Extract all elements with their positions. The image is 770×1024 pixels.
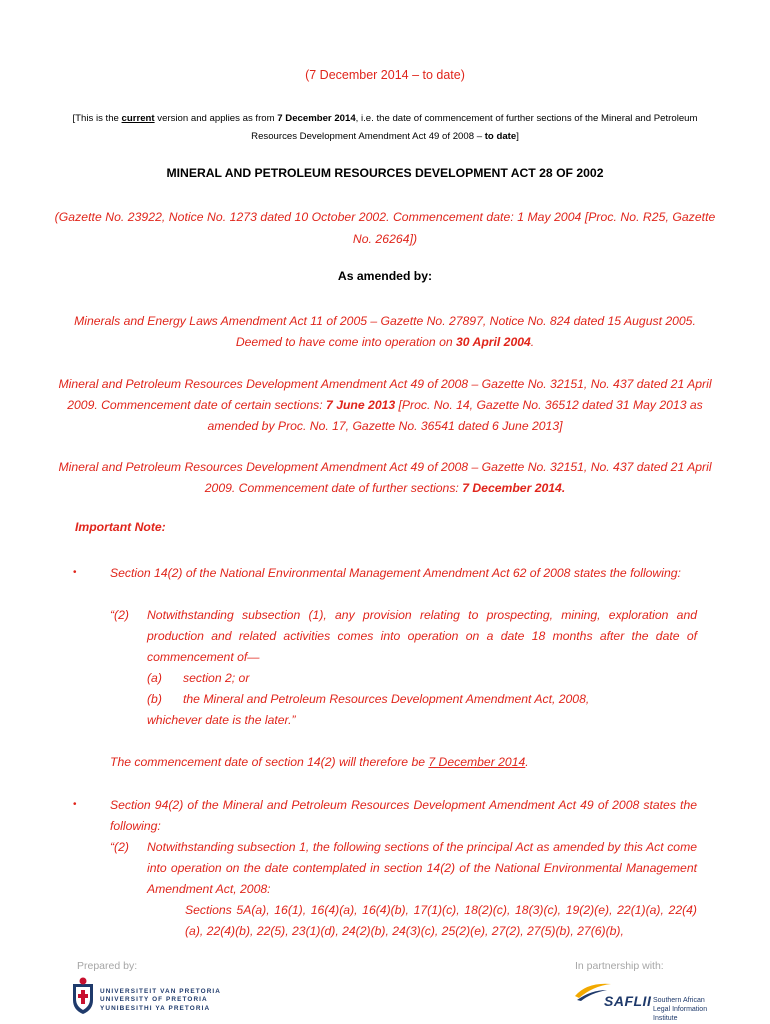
amendment-text: Minerals and Energy Laws Amendment Act 11 of 2005 – Gazette No. 27897, Notice No. 824 dated 15 August 2005. Deemed to have come into operation on [74,314,696,349]
notice-to-date: to date [484,131,517,142]
s14-whichever: whichever date is the later.” [147,713,296,727]
conclusion-date: 7 December 2014 [428,755,526,769]
amendment-date: 30 April 2004 [456,335,531,349]
saflii-subtitle-line: Legal Information Institute [653,1006,708,1022]
bullet-icon: • [73,799,77,810]
s14-item-b [147,689,589,710]
prepared-by-label: Prepared by: [77,960,138,972]
item-label: (a) [147,671,162,685]
s14-intro: Section 14(2) of the National Environmental Management Amendment Act 62 of 2008 states the following: [110,566,681,580]
amendment-text: Mineral and Petroleum Resources Development Amendment Act 49 of 2008 – Gazette No. 32151, No. 437 dated 21 April 2009. Commencement date of further sections: [58,460,712,495]
amendment-2 [50,374,720,437]
logo-text-line: UNIVERSITY OF PRETORIA [100,996,208,1004]
gazette-reference: (Gazette No. 23922, Notice No. 1273 dated 10 October 2002. Commencement date: 1 May 2004 [Proc. No. R25, Gazette No. 26264]) [54,210,716,246]
s14-conclusion [110,752,529,773]
notice-date: 7 December 2014 [277,113,356,124]
university-logo-text [100,988,221,1013]
conclusion-text: The commencement date of section 14(2) will therefore be [110,755,429,769]
s94-sections-list: Sections 5A(a), 16(1), 16(4)(a), 16(4)(b), 17(1)(c), 18(2)(c), 18(3)(c), 19(2)(e), 22(1)(a), 22(4)(a), 22(4)(b), 22(5), 23(1)(d), 24(2)(b), 24(3)(c), 25(2)(e), 27(2), 27(5)(b), 27(6)(b), [185,903,697,938]
amendment-text: Mineral and Petroleum Resources Development Amendment Act 49 of 2008 – Gazette No. 32151, No. 437 dated 21 April 2009. Commencement date of certain sections: [58,377,712,412]
amendment-1 [50,311,720,353]
act-title: MINERAL AND PETROLEUM RESOURCES DEVELOPMENT ACT 28 OF 2002 [166,166,604,180]
amended-by-heading: As amended by: [337,269,433,283]
saflii-subtitle [653,996,733,1023]
notice-text: version and applies as from [154,113,278,124]
logo-text-line: UNIVERSITEIT VAN PRETORIA [100,988,222,995]
amendment-date: 7 December 2014. [462,481,566,495]
amendment-3 [50,457,720,499]
item-text: the Mineral and Petroleum Resources Development Amendment Act, 2008, [183,692,590,706]
s94-quote-number: “(2) [110,840,129,854]
saflii-subtitle-line: Southern African [653,997,705,1004]
bullet-icon: • [73,567,77,578]
notice-text: [This is the [72,113,122,124]
important-note-heading: Important Note: [75,520,166,534]
version-notice [60,110,710,146]
version-line: (7 December 2014 – to date) [305,68,465,82]
s14-quote-text: Notwithstanding subsection (1), any provision relating to prospecting, mining, exploration and production and related activities comes into operation on a date 18 months after the date of commencement of— [147,608,697,664]
s14-quote-number: “(2) [110,608,129,622]
saflii-logo-text: SAFLII [604,993,652,1009]
university-crest-icon [70,976,96,1021]
notice-text: ] [516,131,519,142]
amendment-text: [Proc. No. 14, Gazette No. 36512 dated 31 May 2013 as amended by Proc. No. 17, Gazette No. 36541 dated 6 June 2013] [207,398,703,433]
item-label: (b) [147,692,162,706]
s94-quote-text: Notwithstanding subsection 1, the following sections of the principal Act as amended by this Act come into operation on the date contemplated in section 14(2) of the National Environmental Management Amendment Act, 2008: [147,840,697,896]
s14-item-a [147,668,249,689]
notice-text: , i.e. the date of commencement of further sections of the Mineral and Petroleum Resources Development Amendment Act 49 of 2008 – [251,113,698,142]
partnership-label: In partnership with: [575,960,664,972]
item-text: section 2; or [183,671,250,685]
logo-text-line: YUNIBESITHI YA PRETORIA [100,1004,211,1012]
conclusion-text: . [525,755,529,769]
amendment-date: 7 June 2013 [326,398,396,412]
notice-current: current [121,113,155,124]
s94-intro: Section 94(2) of the Mineral and Petroleum Resources Development Amendment Act 49 of 2008 states the following: [110,798,697,833]
amendment-text: . [530,335,535,349]
